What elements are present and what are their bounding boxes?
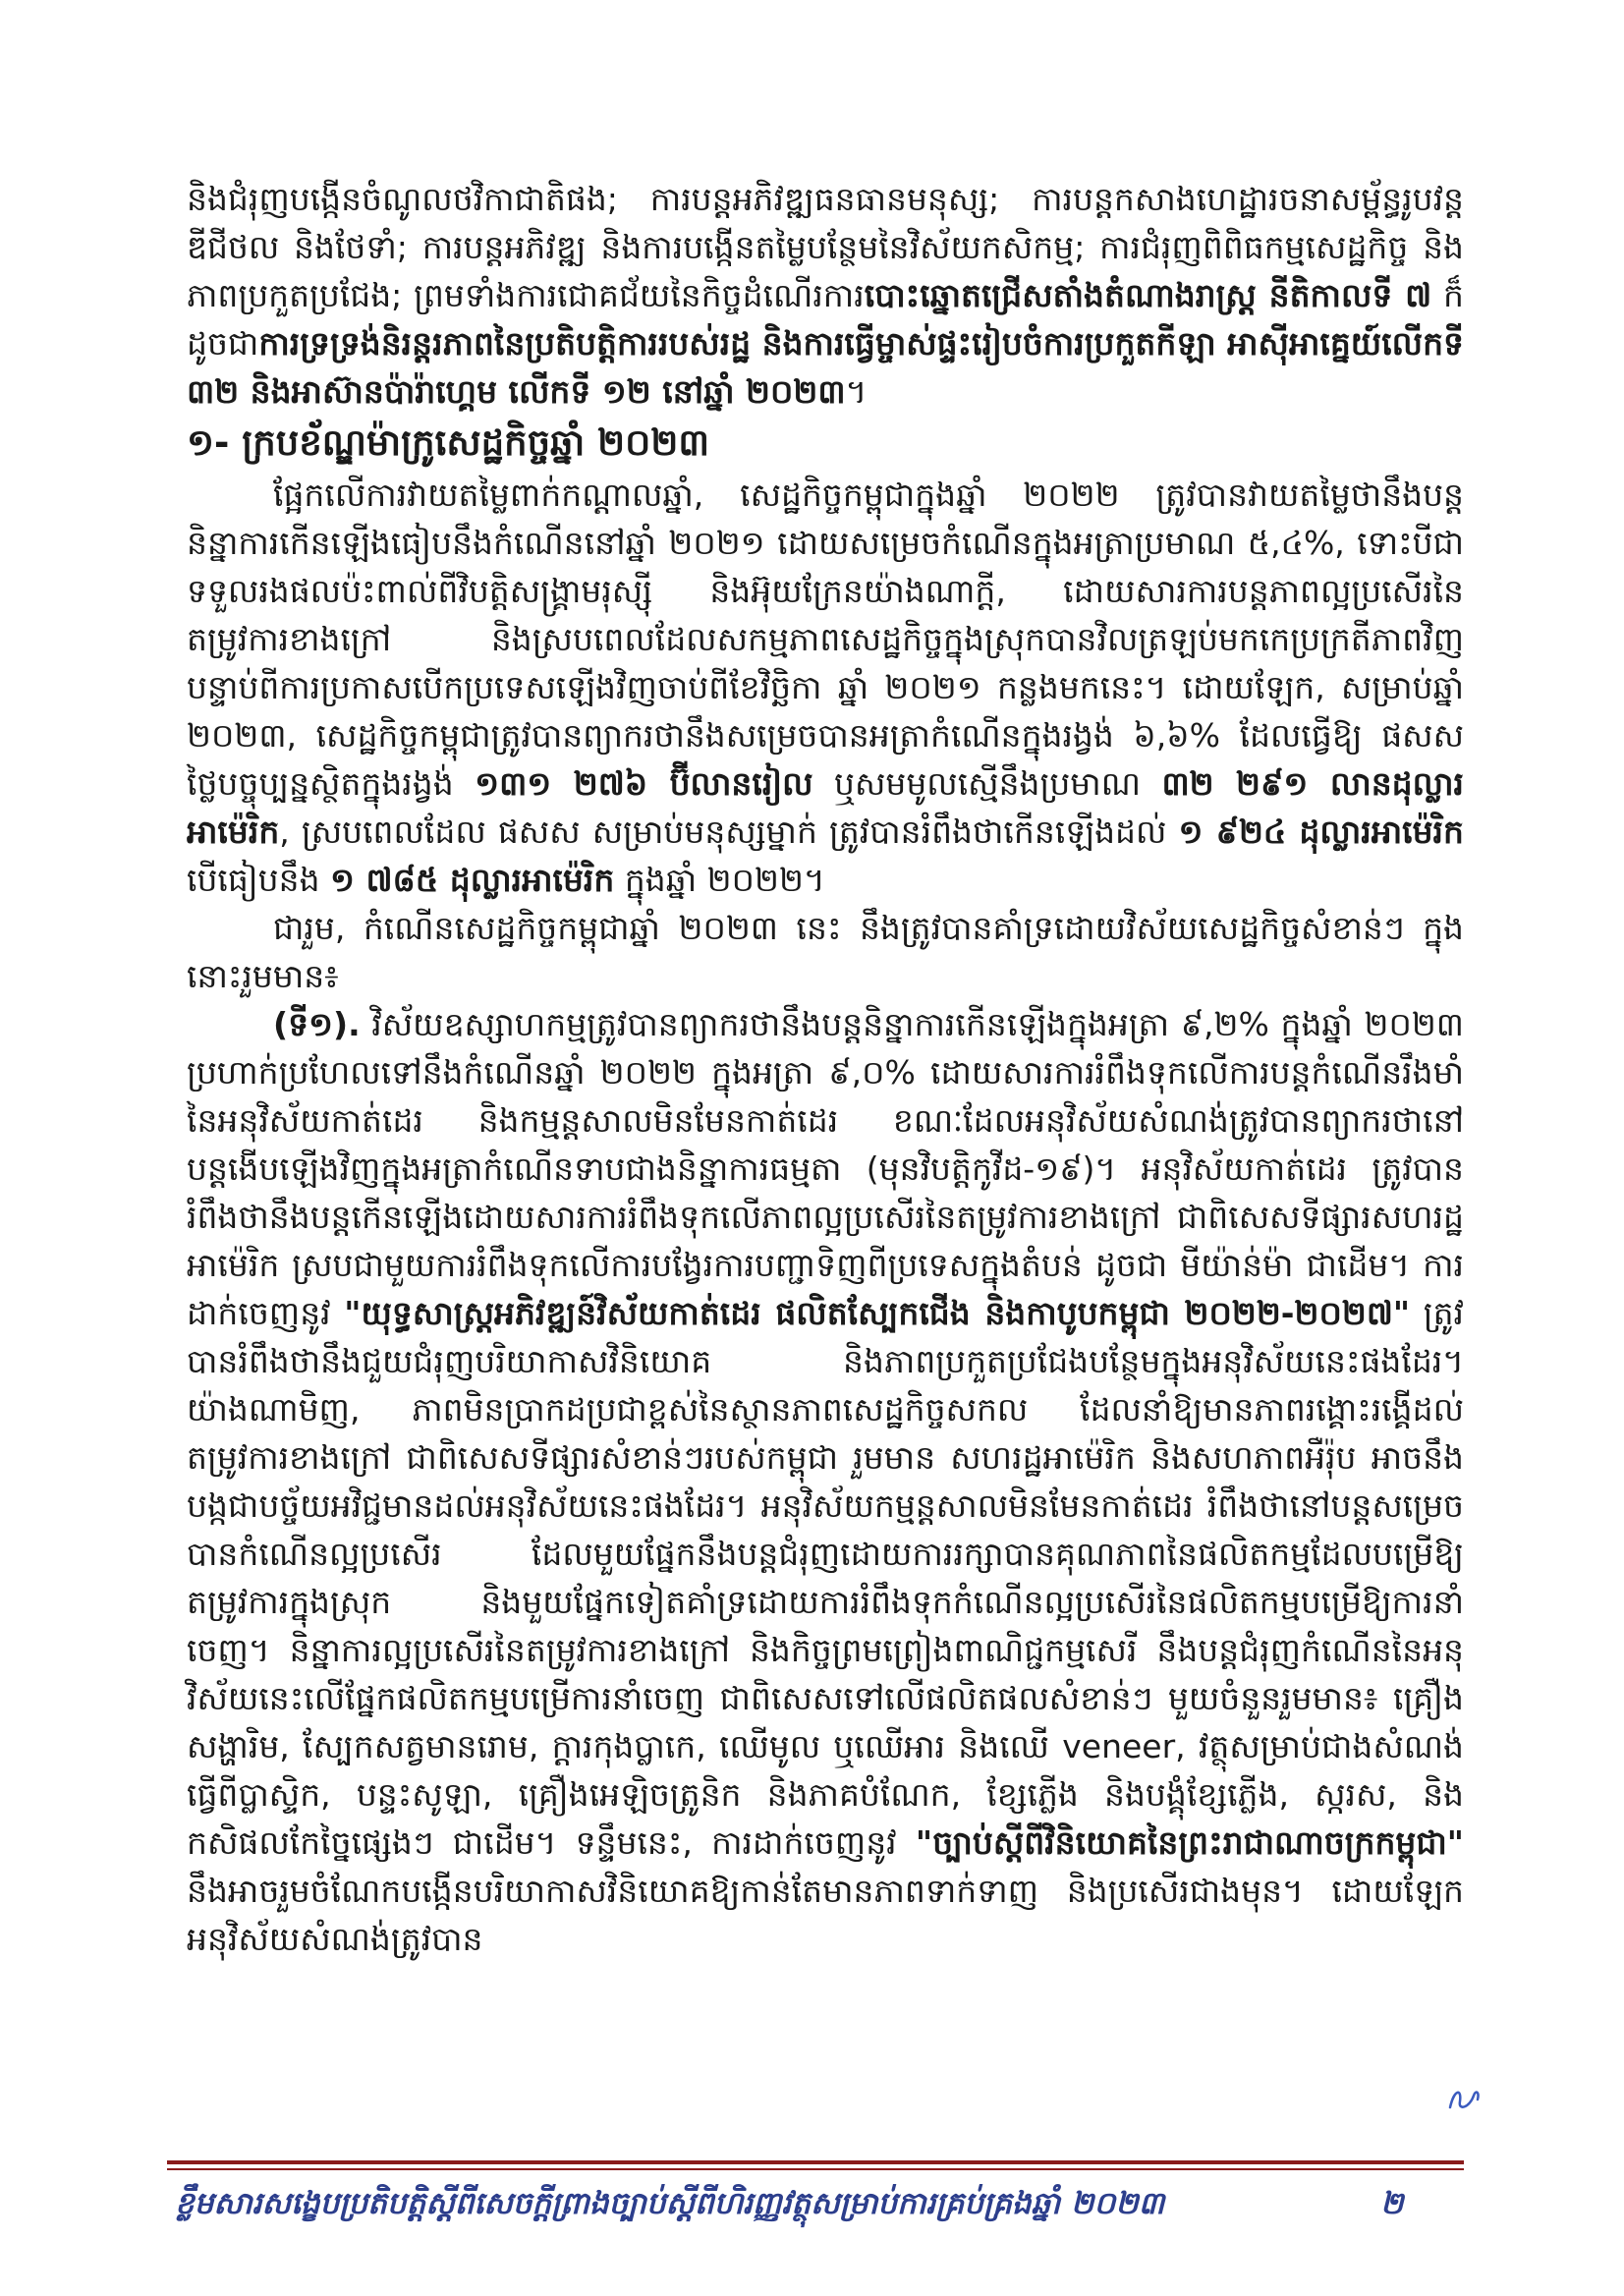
- intro-paragraph: [187, 175, 1464, 416]
- p1-bold-2: ៣២ ២៩១ លានដុល្លារអាម៉េរិក: [187, 764, 1464, 851]
- intro-bold-2: ការទ្រទ្រង់និរន្តរភាពនៃប្រតិបត្តិការរបស់រដ្ឋ និងការធ្វើម្ចាស់ផ្ទះរៀបចំការប្រកួតកីឡា អាស៊ីអាគ្នេយ៍លើកទី ៣២ និងអាស៊ានប៉ារ៉ាហ្គេម លើកទី ១២ នៅឆ្នាំ ២០២៣: [187, 324, 1464, 411]
- p3-bold-2: "ច្បាប់ស្តីពីវិនិយោគនៃព្រះរាជាណាចក្រកម្ពុជា": [915, 1823, 1464, 1862]
- initials-signature: [1444, 2078, 1484, 2117]
- section-heading: ១- ក្របខ័ណ្ឌម៉ាក្រូសេដ្ឋកិច្ចឆ្នាំ ២០២៣: [187, 421, 709, 464]
- p1-text-a: ផ្អែកលើការវាយតម្លៃពាក់កណ្តាលឆ្នាំ, សេដ្ឋកិច្ចកម្ពុជាក្នុងឆ្នាំ ២០២២ ត្រូវបានវាយតម្លៃថានឹងបន្តនិន្នាការកើនឡើងធៀបនឹងកំណើននៅឆ្នាំ ២០២១ ដោយសម្រេចកំណើនក្នុងអត្រាប្រមាណ ៥,៤%, ទោះបីជាទទួលរងផលប៉ះពាល់ពីវិបត្តិសង្គ្រាមរុស្ស៊ី និងអ៊ុយក្រែនយ៉ាងណាក្តី, ដោយសារការបន្តភាពល្អប្រសើរនៃតម្រូវការខាងក្រៅ និងស្របពេលដែលសកម្មភាពសេដ្ឋកិច្ចក្នុងស្រុកបានវិលត្រឡប់មកកេប្រក្រតីភាពវិញ បន្ទាប់ពីការប្រកាសបើកប្រទេសឡើងវិញចាប់ពីខែវិច្ឆិកា ឆ្នាំ ២០២១ កន្លងមកនេះ។ ដោយឡែក, សម្រាប់ឆ្នាំ ២០២៣, សេដ្ឋកិច្ចកម្ពុជាត្រូវបានព្យាករថានឹងសម្រេចបានអត្រាកំណើនក្នុងរង្វង់ ៦,៦% ដែលធ្វើឱ្យ ផសស ថ្លៃបច្ចុប្បន្នស្ថិតក្នុងរង្វង់: [187, 476, 1464, 803]
- p1-bold-4: ១ ៧៨៥ ដុល្លារអាម៉េរិក: [330, 861, 615, 899]
- paragraph-industry: [187, 1000, 1464, 1963]
- intro-text-2: ក៏ដូចជា: [187, 276, 1464, 363]
- footer-rule: [167, 2160, 1464, 2164]
- p1-text-b: ឬសមមូលស្មើនឹងប្រមាណ: [812, 764, 1162, 803]
- p1-bold-3: ១ ៩២៤ ដុល្លារអាម៉េរិក: [1178, 812, 1464, 851]
- p3-label: (ទី១).: [273, 1005, 361, 1043]
- p3-text-c: នឹងអាចរួមចំណែកបង្កើនបរិយាកាសវិនិយោគឱ្យកាន់តែមានភាពទាក់ទាញ និងប្រសើរជាងមុន។ ដោយឡែកអនុវិស័យសំណង់ត្រូវបាន: [187, 1872, 1464, 1958]
- p1-text-e: ក្នុងឆ្នាំ ២០២២។: [614, 861, 825, 899]
- p3-text-b: ត្រូវបានរំពឹងថានឹងជួយជំរុញបរិយាកាសវិនិយោគ និងភាពប្រកួតប្រជែងបន្ថែមក្នុងអនុវិស័យនេះផងដែរ។ យ៉ាងណាមិញ, ភាពមិនប្រាកដប្រជាខ្ពស់នៃស្ថានភាពសេដ្ឋកិច្ចសកល ដែលនាំឱ្យមានភាពរង្គោះរង្គើដល់តម្រូវការខាងក្រៅ ជាពិសេសទីផ្សារសំខាន់ៗរបស់កម្ពុជា រួមមាន សហរដ្ឋអាម៉េរិក និងសហភាពអឺរ៉ុប អាចនឹងបង្កជាបច្ច័យអវិជ្ជមានដល់អនុវិស័យនេះផងដែរ។ អនុវិស័យកម្មន្តសាលមិនមែនកាត់ដេរ រំពឹងថានៅបន្តសម្រេចបានកំណើនល្អប្រសើរ ដែលមួយផ្នែកនឹងបន្តជំរុញដោយការរក្សាបានគុណភាពនៃផលិតកម្មដែលបម្រើឱ្យតម្រូវការក្នុងស្រុក និងមួយផ្នែកទៀតគាំទ្រដោយការរំពឹងទុកកំណើនល្អប្រសើរនៃផលិតកម្មបម្រើឱ្យការនាំចេញ។ និន្នាការល្អប្រសើរនៃតម្រូវការខាងក្រៅ និងកិច្ចព្រមព្រៀងពាណិជ្ជកម្មសេរី នឹងបន្តជំរុញកំណើននៃអនុវិស័យនេះលើផ្នែកផលិតកម្មបម្រើការនាំចេញ ជាពិសេសទៅលើផលិតផលសំខាន់ៗ មួយចំនួនរួមមាន៖ គ្រឿងសង្ហារិម, ស្បែកសត្វមានរោម, ក្តារកុងប្លាកេ, ឈើមូល ឬឈើអារ និងឈើ veneer, វត្ថុសម្រាប់ជាងសំណង់ធ្វើពីប្លាស្ទិក, បន្ទះសូឡា, គ្រឿងអេឡិចត្រូនិក និងភាគបំណែក, ខ្សែភ្លើង និងបង្គុំខ្សែភ្លើង, ស្ករស, និងកសិផលកែច្នៃផ្សេងៗ ជាដើម។ ទន្ទឹមនេះ, ការដាក់ចេញនូវ: [187, 1294, 1464, 1862]
- intro-bold-1: បោះឆ្នោតជ្រើសតាំងតំណាងរាស្ត្រ នីតិកាលទី ៧: [864, 276, 1432, 314]
- paragraph-overall: ជារួម, កំណើនសេដ្ឋកិច្ចកម្ពុជាឆ្នាំ ២០២៣ នេះ នឹងត្រូវបានគាំទ្រដោយវិស័យសេដ្ឋកិច្ចសំខាន់ៗ ក្នុងនោះរួមមាន៖: [187, 909, 1464, 995]
- paragraph-macro: [187, 471, 1464, 904]
- body-content: [187, 175, 1464, 1963]
- intro-text-3: ។: [845, 372, 868, 411]
- p1-bold-1: ១៣១ ២៧៦ ប៊ីលានរៀល: [475, 764, 813, 803]
- p1-text-d: បើធៀបនឹង: [187, 861, 331, 899]
- footer-rule-thin: [167, 2168, 1464, 2170]
- p3-text-a: វិស័យឧស្សាហកម្មត្រូវបានព្យាករថានឹងបន្តនិន្នាការកើនឡើងក្នុងអត្រា ៩,២% ក្នុងឆ្នាំ ២០២៣ ប្រហាក់ប្រហែលទៅនឹងកំណើនឆ្នាំ ២០២២ ក្នុងអត្រា ៩,០% ដោយសារការរំពឹងទុកលើការបន្តកំណើនរឹងមាំនៃអនុវិស័យកាត់ដេរ និងកម្មន្តសាលមិនមែនកាត់ដេរ ខណៈដែលអនុវិស័យសំណង់ត្រូវបានព្យាករថានៅបន្តងើបឡើងវិញក្នុងអត្រាកំណើនទាបជាងនិន្នាការធម្មតា (មុនវិបត្តិកូវីដ-១៩)។ អនុវិស័យកាត់ដេរ ត្រូវបានរំពឹងថានឹងបន្តកើនឡើងដោយសារការរំពឹងទុកលើភាពល្អប្រសើរនៃតម្រូវការខាងក្រៅ ជាពិសេសទីផ្សារសហរដ្ឋអាម៉េរិក ស្របជាមួយការរំពឹងទុកលើការបង្វែរការបញ្ជាទិញពីប្រទេសក្នុងតំបន់ ដូចជា មីយ៉ាន់ម៉ា ជាដើម។ ការដាក់ចេញនូវ: [187, 1005, 1464, 1332]
- p3-bold-1: "យុទ្ធសាស្ត្រអភិវឌ្ឍន៍វិស័យកាត់ដេរ ផលិតស្បែកជើង និងកាបូបកម្ពុជា ២០២២-២០២៧": [344, 1294, 1411, 1332]
- p1-text-c: , ស្របពេលដែល ផសស សម្រាប់មនុស្សម្នាក់ ត្រូវបានរំពឹងថាកើនឡើងដល់: [279, 812, 1179, 851]
- intro-text-1: និងជំរុញបង្កើនចំណូលថវិកាជាតិផង; ការបន្តអភិវឌ្ឍធនធានមនុស្ស; ការបន្តកសាងហេដ្ឋារចនាសម្ព័ន្ធរូបវន្ត ឌីជីថល និងថែទាំ; ការបន្តអភិវឌ្ឍ និងការបង្កើនតម្លៃបន្ថែមនៃវិស័យកសិកម្ម; ការជំរុញពិពិធកម្មសេដ្ឋកិច្ច និងភាពប្រកួតប្រជែង; ព្រមទាំងការជោគជ័យនៃកិច្ចដំណើរការ: [187, 180, 1464, 314]
- page-number: ២: [1380, 2186, 1404, 2221]
- footer-title: ខ្លឹមសារសង្ខេបប្រតិបត្តិស្តីពីសេចក្តីព្រាងច្បាប់ស្តីពីហិរញ្ញវត្ថុសម្រាប់ការគ្រប់គ្រងឆ្នាំ ២០២៣: [175, 2186, 1165, 2221]
